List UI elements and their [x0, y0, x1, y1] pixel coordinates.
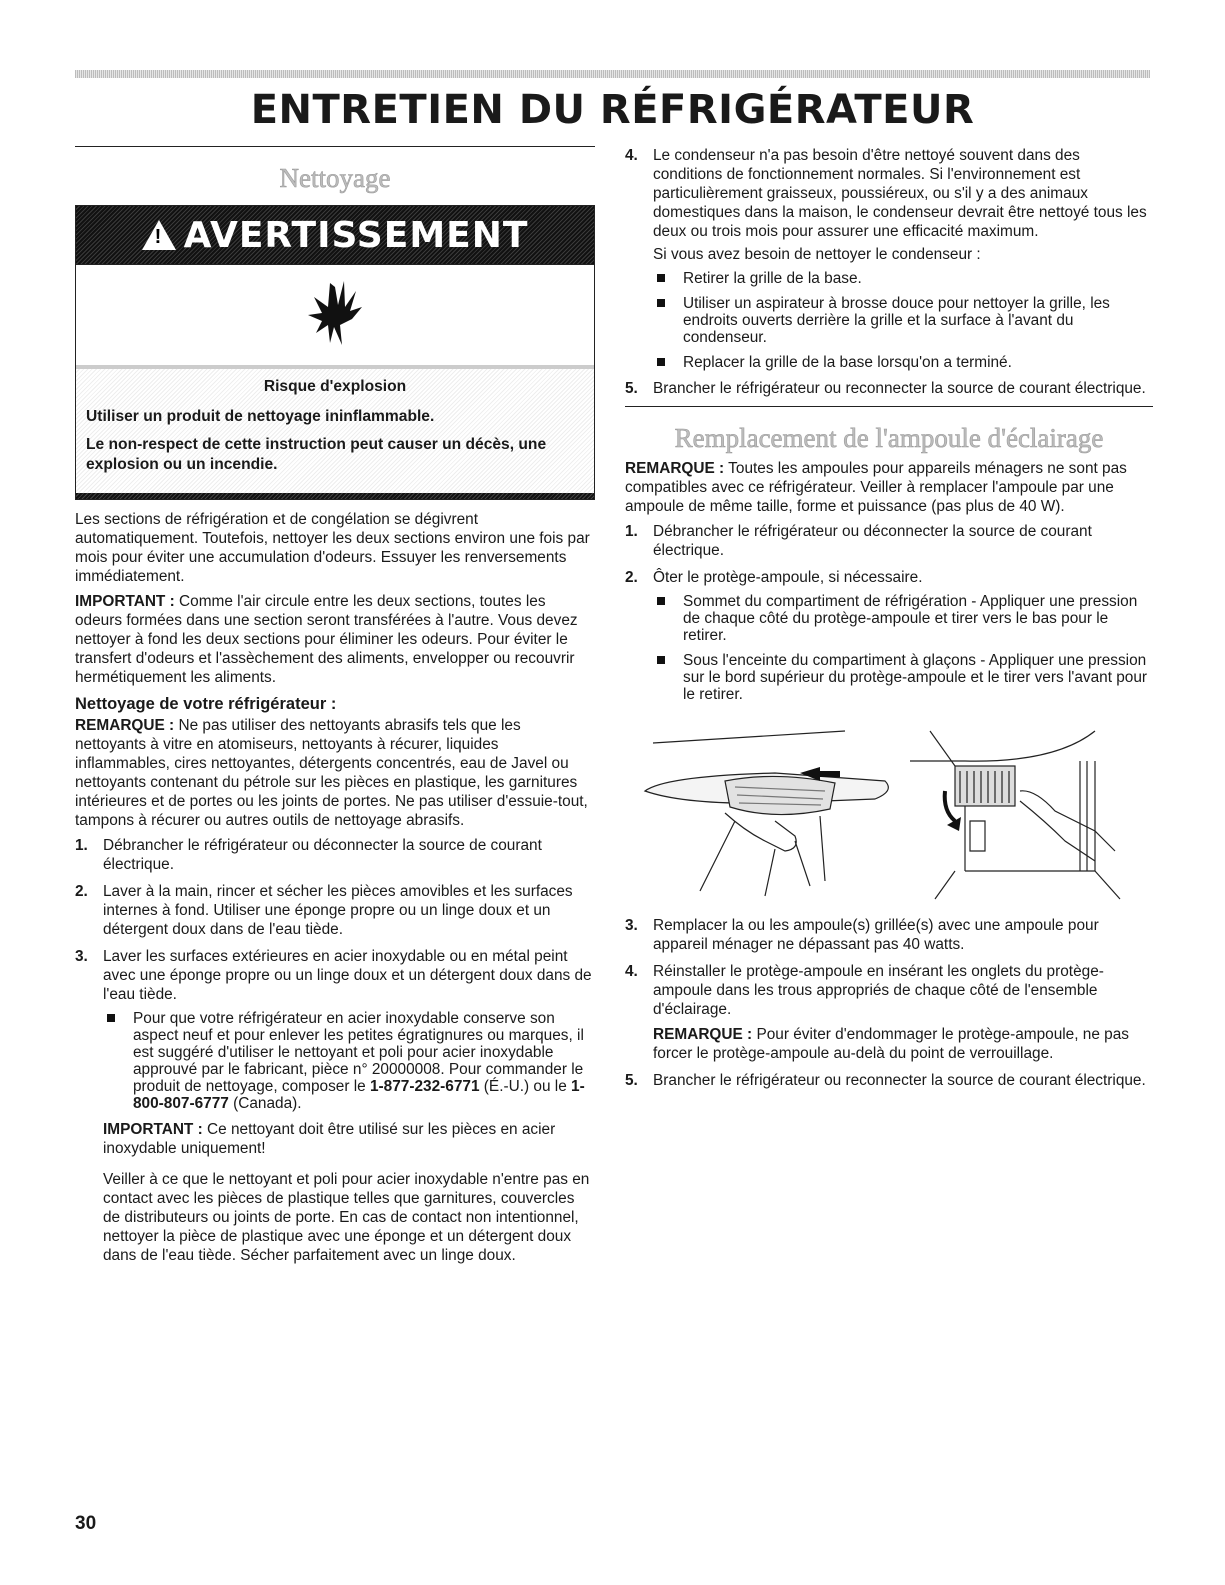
warning-bottom-bar — [76, 493, 594, 499]
list-item: Retirer la grille de la base. — [653, 270, 1153, 287]
left-column — [75, 146, 595, 1273]
warning-triangle-icon: ! — [142, 220, 176, 250]
list-item: Utiliser un aspirateur à brosse douce pour nettoyer la grille, les endroits ouverts derrière la grille et la surface à l'avant du condenseur. — [653, 295, 1153, 346]
list-item: 1. Débrancher le réfrigérateur ou déconnecter la source de courant électrique. — [625, 523, 1092, 559]
list-item: 3. Laver les surfaces extérieures en acier inoxydable ou en métal peint avec une éponge propre ou un linge doux et un détergent doux dans de l'eau tiède. Pour que votre réfrigérateur en acier inoxydable conserve son aspect neuf et pour enlever les petites égratignures ou marques, il est suggéré d'utiliser le nettoyant et poli pour acier inoxydable approuvé par le fabricant, pièce n° 20000008. Pour commander le produit de nettoyage, composer le 1-877-232-6771 (É.-U.) ou le 1-800-807-6777 (Canada). IMPORTANT : Ce nettoyant doit être utilisé sur les pièces en acier inoxydable uniquement! Veiller à ce que le nettoyant et poli pour acier inoxydable n'entre pas en contact avec les pièces de plastique telles que garnitures, couvercles de distributeurs ou joints de porte. En cas de contact non intentionnel, nettoyer la pièce de plastique avec une éponge et un détergent doux dans de l'eau tiède. Sécher parfaitement avec un linge doux. — [75, 947, 595, 1265]
list-item: 4. Le condenseur n'a pas besoin d'être nettoyé souvent dans des conditions de fonctionnement normales. Si l'environnement est particulièrement graisseux, poussiéreux, ou s'il y a des animaux domestiques dans la maison, le condenseur devrait être nettoyé tous les deux ou trois mois pour assurer une efficacité maximum. Si vous avez besoin de nettoyer le condenseur : Retirer la grille de la base. Utiliser un aspirateur à brosse douce pour nettoyer la grille, les endroits ouverts derrière la grille et la surface à l'avant du condenseur. Replacer la grille de la base lorsqu'on a terminé. — [625, 146, 1153, 371]
list-item: 1. Débrancher le réfrigérateur ou déconnecter la source de courant électrique. — [75, 837, 542, 873]
step3-bullets — [103, 1010, 595, 1112]
warning-header — [76, 206, 594, 264]
list-item: 5. Brancher le réfrigérateur ou reconnecter la source de courant électrique. — [625, 1072, 1146, 1089]
cleaning-intro: Les sections de réfrigération et de congélation se dégivrent automatiquement. Toutefois, nettoyer les deux sections environ une fois par mois pour éviter une accumulation d'odeurs. Essuyer les renversements immédiatement. — [75, 511, 590, 585]
list-item: Sous l'enceinte du compartiment à glaçons - Appliquer une pression sur le bord supérieur du protège-ampoule et le tirer vers l'avant pour le retirer. — [653, 652, 1153, 703]
warning-consequence: Le non-respect de cette instruction peut causer un décès, une explosion ou un incendie. — [86, 436, 547, 473]
page-title: ENTRETIEN DU RÉFRIGÉRATEUR — [250, 87, 975, 133]
page-number: 30 — [75, 1513, 97, 1534]
important-note-1: IMPORTANT : Comme l'air circule entre les deux sections, toutes les odeurs formées dans une section seront transférées à l'autre. Vous devez nettoyer à fond les deux sections pour éliminer les odeurs. Pour éviter le transfert d'odeurs et l'assèchement des aliments, envelopper ou recouvrir hermétiquement les aliments. — [75, 593, 578, 686]
cleaning-subheading: Nettoyage de votre réfrigérateur : — [75, 695, 337, 713]
right-column — [625, 146, 1153, 1098]
list-item: 3. Remplacer la ou les ampoule(s) grillée(s) avec une ampoule pour appareil ménager ne dépassant pas 40 watts. — [625, 917, 1099, 953]
warning-instruction: Utiliser un produit de nettoyage ininflammable. — [86, 408, 435, 425]
warning-label: AVERTISSEMENT — [183, 214, 529, 256]
section-rule — [625, 406, 1153, 407]
list-item: 5. Brancher le réfrigérateur ou reconnecter la source de courant électrique. — [625, 380, 1146, 397]
condenser-bullets — [653, 270, 1153, 371]
bulb-steps-cont — [625, 916, 1153, 1090]
condenser-sub: Si vous avez besoin de nettoyer le condenseur : — [653, 246, 981, 263]
warning-box — [75, 205, 595, 500]
bulb-cover-illustration — [625, 721, 1153, 906]
section-rule — [75, 146, 595, 147]
bulb-step4-remarque: REMARQUE : Pour éviter d'endommager le protège-ampoule, ne pas forcer le protège-ampoule au-delà du point de verrouillage. — [653, 1026, 1129, 1062]
bulb-steps — [625, 522, 1153, 703]
bulb-step2-bullets — [653, 593, 1153, 703]
warning-risk: Risque d'explosion — [263, 378, 407, 395]
section-title-cleaning: Nettoyage — [279, 163, 391, 193]
important-note-2: IMPORTANT : Ce nettoyant doit être utilisé sur les pièces en acier inoxydable uniquement! — [103, 1121, 556, 1157]
cleaning-remarque: REMARQUE : Ne pas utiliser des nettoyants abrasifs tels que les nettoyants à vitre en atomiseurs, nettoyants à récurer, liquides inflammables, cires nettoyantes, détergents concentrés, eau de Javel ou nettoyants contenant du pétrole sur les pièces en plastique, les garnitures intérieures et de portes ou les joints de portes. Ne pas utiliser d'essuie-tout, tampons à récurer ou autres outils de nettoyage abrasifs. — [75, 717, 588, 829]
bulb-remarque: REMARQUE : Toutes les ampoules pour appareils ménagers ne sont pas compatibles avec ce réfrigérateur. Veiller à remplacer l'ampoule par une ampoule de même taille, forme et puissance (pas plus de 40 W). — [625, 460, 1127, 515]
warning-text — [76, 365, 594, 493]
list-item: 4. Réinstaller le protège-ampoule en insérant les onglets du protège-ampoule dans les trous appropriés de chaque côté de l'ensemble d'éclairage. REMARQUE : Pour éviter d'endommager le protège-ampoule, ne pas forcer le protège-ampoule au-delà du point de verrouillage. — [625, 962, 1153, 1063]
list-item: Sommet du compartiment de réfrigération - Appliquer une pression de chaque côté du protège-ampoule et tirer vers le bas pour le retirer. — [653, 593, 1153, 644]
explosion-icon — [76, 264, 594, 365]
top-decorative-bar — [75, 70, 1150, 78]
list-item: Pour que votre réfrigérateur en acier inoxydable conserve son aspect neuf et pour enlever les petites égratignures ou marques, il est suggéré d'utiliser le nettoyant et poli pour acier inoxydable approuvé par le fabricant, pièce n° 20000008. Pour commander le produit de nettoyage, composer le 1-877-232-6771 (É.-U.) ou le 1-800-807-6777 (Canada). — [103, 1010, 595, 1112]
cleaning-steps — [75, 836, 595, 1265]
section-title-bulb: Remplacement de l'ampoule d'éclairage — [674, 423, 1104, 453]
list-item: 2. Laver à la main, rincer et sécher les pièces amovibles et les surfaces internes à fond. Utiliser une éponge propre ou un linge doux et un détergent doux dans de l'eau tiède. — [75, 883, 573, 938]
list-item: Replacer la grille de la base lorsqu'on a terminé. — [653, 354, 1153, 371]
list-item: 2. Ôter le protège-ampoule, si nécessaire. Sommet du compartiment de réfrigération - Appliquer une pression de chaque côté du protège-ampoule et tirer vers le bas pour le retirer. Sous l'enceinte du compartiment à glaçons - Appliquer une pression sur le bord supérieur du protège-ampoule et le tirer vers l'avant pour le retirer. — [625, 568, 1153, 703]
cleaning-closing: Veiller à ce que le nettoyant et poli pour acier inoxydable n'entre pas en contact avec les pièces de plastique telles que garnitures, couvercles de distributeurs ou joints de porte. En cas de contact non intentionnel, nettoyer la pièce de plastique avec une éponge et un détergent doux dans de l'eau tiède. Sécher parfaitement avec un linge doux. — [103, 1171, 590, 1264]
condenser-steps — [625, 146, 1153, 398]
